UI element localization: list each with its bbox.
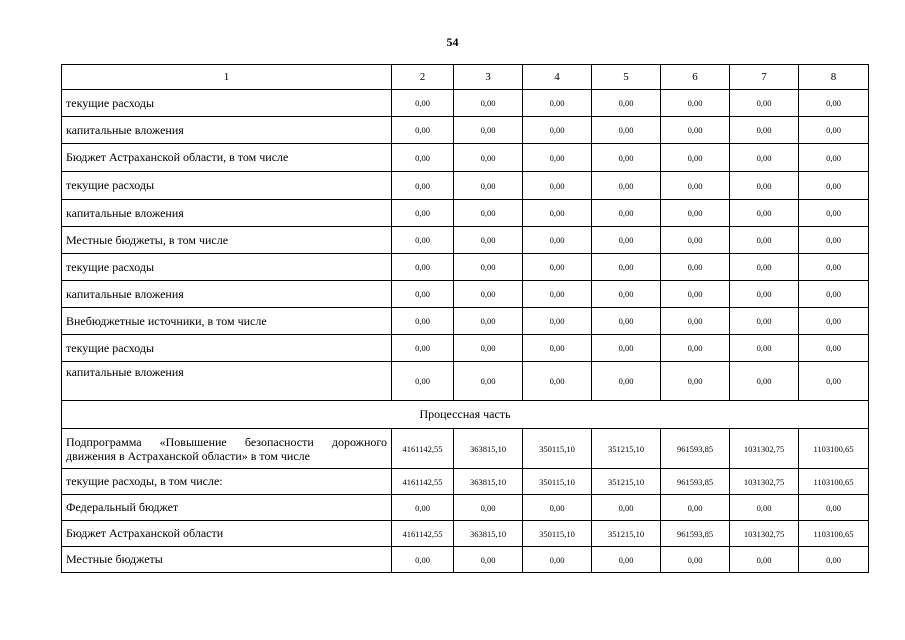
value-cell: 961593,85 bbox=[661, 429, 730, 469]
value-cell: 1031302,75 bbox=[730, 469, 799, 495]
value-cell: 0,00 bbox=[454, 144, 523, 172]
value-cell: 0,00 bbox=[592, 308, 661, 335]
value-cell: 1103100,65 bbox=[799, 429, 869, 469]
value-cell: 1031302,75 bbox=[730, 521, 799, 547]
value-cell: 0,00 bbox=[799, 547, 869, 573]
value-cell: 0,00 bbox=[392, 227, 454, 254]
column-header: 6 bbox=[661, 65, 730, 90]
table-row bbox=[62, 117, 869, 144]
value-cell: 0,00 bbox=[454, 172, 523, 200]
row-label: Бюджет Астраханской области, в том числе bbox=[62, 144, 392, 172]
value-cell: 0,00 bbox=[730, 117, 799, 144]
value-cell: 0,00 bbox=[592, 227, 661, 254]
column-header: 3 bbox=[454, 65, 523, 90]
value-cell: 351215,10 bbox=[592, 469, 661, 495]
value-cell: 0,00 bbox=[523, 335, 592, 362]
row-label: Федеральный бюджет bbox=[62, 495, 392, 521]
value-cell: 0,00 bbox=[454, 254, 523, 281]
value-cell: 0,00 bbox=[592, 144, 661, 172]
value-cell: 0,00 bbox=[392, 495, 454, 521]
value-cell: 0,00 bbox=[392, 172, 454, 200]
value-cell: 0,00 bbox=[392, 144, 454, 172]
value-cell: 0,00 bbox=[661, 117, 730, 144]
row-label: текущие расходы bbox=[62, 172, 392, 200]
value-cell: 0,00 bbox=[799, 172, 869, 200]
value-cell: 0,00 bbox=[592, 281, 661, 308]
value-cell: 0,00 bbox=[454, 117, 523, 144]
table-row bbox=[62, 335, 869, 362]
row-label: капитальные вложения bbox=[62, 362, 392, 401]
value-cell: 0,00 bbox=[730, 200, 799, 227]
table-row bbox=[62, 90, 869, 117]
value-cell: 0,00 bbox=[661, 495, 730, 521]
value-cell: 4161142,55 bbox=[392, 429, 454, 469]
value-cell: 0,00 bbox=[799, 362, 869, 401]
value-cell: 0,00 bbox=[799, 200, 869, 227]
value-cell: 0,00 bbox=[661, 200, 730, 227]
table-row bbox=[62, 227, 869, 254]
value-cell: 0,00 bbox=[730, 144, 799, 172]
value-cell: 0,00 bbox=[592, 254, 661, 281]
table-row bbox=[62, 469, 869, 495]
row-label: Местные бюджеты bbox=[62, 547, 392, 573]
row-label: Местные бюджеты, в том числе bbox=[62, 227, 392, 254]
column-header: 2 bbox=[392, 65, 454, 90]
value-cell: 0,00 bbox=[523, 495, 592, 521]
value-cell: 0,00 bbox=[454, 495, 523, 521]
value-cell: 0,00 bbox=[661, 90, 730, 117]
row-label: капитальные вложения bbox=[62, 117, 392, 144]
row-label: текущие расходы bbox=[62, 90, 392, 117]
value-cell: 363815,10 bbox=[454, 521, 523, 547]
table-row bbox=[62, 254, 869, 281]
column-header: 5 bbox=[592, 65, 661, 90]
value-cell: 0,00 bbox=[730, 227, 799, 254]
value-cell: 0,00 bbox=[799, 495, 869, 521]
header-row bbox=[62, 65, 869, 90]
value-cell: 0,00 bbox=[454, 335, 523, 362]
value-cell: 0,00 bbox=[592, 200, 661, 227]
value-cell: 0,00 bbox=[523, 362, 592, 401]
value-cell: 0,00 bbox=[454, 227, 523, 254]
value-cell: 0,00 bbox=[454, 90, 523, 117]
table-row bbox=[62, 200, 869, 227]
value-cell: 0,00 bbox=[523, 144, 592, 172]
value-cell: 0,00 bbox=[730, 335, 799, 362]
column-header: 8 bbox=[799, 65, 869, 90]
row-label: Бюджет Астраханской области bbox=[62, 521, 392, 547]
table-body bbox=[62, 65, 869, 573]
column-header: 4 bbox=[523, 65, 592, 90]
value-cell: 0,00 bbox=[392, 281, 454, 308]
value-cell: 0,00 bbox=[392, 90, 454, 117]
value-cell: 0,00 bbox=[592, 117, 661, 144]
value-cell: 0,00 bbox=[392, 308, 454, 335]
row-label: капитальные вложения bbox=[62, 281, 392, 308]
value-cell: 0,00 bbox=[523, 308, 592, 335]
value-cell: 0,00 bbox=[592, 90, 661, 117]
value-cell: 0,00 bbox=[661, 144, 730, 172]
value-cell: 0,00 bbox=[730, 254, 799, 281]
value-cell: 351215,10 bbox=[592, 429, 661, 469]
value-cell: 0,00 bbox=[730, 308, 799, 335]
table-row bbox=[62, 308, 869, 335]
row-label: Внебюджетные источники, в том числе bbox=[62, 308, 392, 335]
table-row bbox=[62, 521, 869, 547]
row-label: капитальные вложения bbox=[62, 200, 392, 227]
value-cell: 0,00 bbox=[454, 362, 523, 401]
value-cell: 0,00 bbox=[799, 117, 869, 144]
table-row bbox=[62, 547, 869, 573]
value-cell: 350115,10 bbox=[523, 521, 592, 547]
value-cell: 0,00 bbox=[730, 90, 799, 117]
value-cell: 0,00 bbox=[592, 362, 661, 401]
value-cell: 0,00 bbox=[592, 547, 661, 573]
table-row bbox=[62, 172, 869, 200]
value-cell: 0,00 bbox=[454, 200, 523, 227]
value-cell: 0,00 bbox=[730, 281, 799, 308]
value-cell: 0,00 bbox=[730, 547, 799, 573]
value-cell: 0,00 bbox=[661, 281, 730, 308]
table-row bbox=[62, 429, 869, 469]
value-cell: 350115,10 bbox=[523, 469, 592, 495]
value-cell: 0,00 bbox=[392, 547, 454, 573]
value-cell: 363815,10 bbox=[454, 469, 523, 495]
value-cell: 0,00 bbox=[799, 90, 869, 117]
value-cell: 0,00 bbox=[523, 117, 592, 144]
value-cell: 0,00 bbox=[592, 335, 661, 362]
value-cell: 0,00 bbox=[392, 362, 454, 401]
section-row bbox=[62, 401, 869, 429]
column-header: 1 bbox=[62, 65, 392, 90]
value-cell: 0,00 bbox=[523, 281, 592, 308]
value-cell: 0,00 bbox=[661, 547, 730, 573]
section-title: Процессная часть bbox=[62, 401, 869, 429]
row-label: текущие расходы bbox=[62, 335, 392, 362]
value-cell: 0,00 bbox=[523, 172, 592, 200]
value-cell: 0,00 bbox=[592, 172, 661, 200]
budget-table bbox=[61, 64, 869, 573]
value-cell: 0,00 bbox=[392, 335, 454, 362]
value-cell: 961593,85 bbox=[661, 469, 730, 495]
value-cell: 0,00 bbox=[523, 90, 592, 117]
value-cell: 0,00 bbox=[454, 547, 523, 573]
value-cell: 0,00 bbox=[392, 200, 454, 227]
page-number: 54 bbox=[446, 35, 459, 49]
value-cell: 0,00 bbox=[454, 281, 523, 308]
value-cell: 0,00 bbox=[799, 144, 869, 172]
row-label: Подпрограмма «Повышение безопасности дорожного движения в Астраханской области» в том числе bbox=[62, 429, 392, 469]
value-cell: 0,00 bbox=[523, 200, 592, 227]
value-cell: 0,00 bbox=[454, 308, 523, 335]
value-cell: 0,00 bbox=[661, 308, 730, 335]
value-cell: 961593,85 bbox=[661, 521, 730, 547]
value-cell: 351215,10 bbox=[592, 521, 661, 547]
value-cell: 0,00 bbox=[799, 254, 869, 281]
value-cell: 0,00 bbox=[392, 117, 454, 144]
value-cell: 4161142,55 bbox=[392, 521, 454, 547]
column-header: 7 bbox=[730, 65, 799, 90]
table-row bbox=[62, 362, 869, 401]
value-cell: 0,00 bbox=[661, 335, 730, 362]
value-cell: 0,00 bbox=[661, 362, 730, 401]
table-row bbox=[62, 144, 869, 172]
row-label: текущие расходы bbox=[62, 254, 392, 281]
value-cell: 0,00 bbox=[392, 254, 454, 281]
value-cell: 0,00 bbox=[661, 254, 730, 281]
value-cell: 0,00 bbox=[523, 547, 592, 573]
value-cell: 0,00 bbox=[730, 172, 799, 200]
value-cell: 363815,10 bbox=[454, 429, 523, 469]
value-cell: 0,00 bbox=[799, 281, 869, 308]
value-cell: 0,00 bbox=[523, 227, 592, 254]
value-cell: 1103100,65 bbox=[799, 521, 869, 547]
value-cell: 0,00 bbox=[730, 495, 799, 521]
value-cell: 0,00 bbox=[730, 362, 799, 401]
value-cell: 0,00 bbox=[661, 172, 730, 200]
value-cell: 0,00 bbox=[799, 335, 869, 362]
value-cell: 1031302,75 bbox=[730, 429, 799, 469]
value-cell: 350115,10 bbox=[523, 429, 592, 469]
table-row bbox=[62, 495, 869, 521]
value-cell: 0,00 bbox=[799, 227, 869, 254]
value-cell: 0,00 bbox=[661, 227, 730, 254]
value-cell: 0,00 bbox=[592, 495, 661, 521]
table-row bbox=[62, 281, 869, 308]
value-cell: 4161142,55 bbox=[392, 469, 454, 495]
value-cell: 0,00 bbox=[799, 308, 869, 335]
value-cell: 0,00 bbox=[523, 254, 592, 281]
row-label: текущие расходы, в том числе: bbox=[62, 469, 392, 495]
value-cell: 1103100,65 bbox=[799, 469, 869, 495]
